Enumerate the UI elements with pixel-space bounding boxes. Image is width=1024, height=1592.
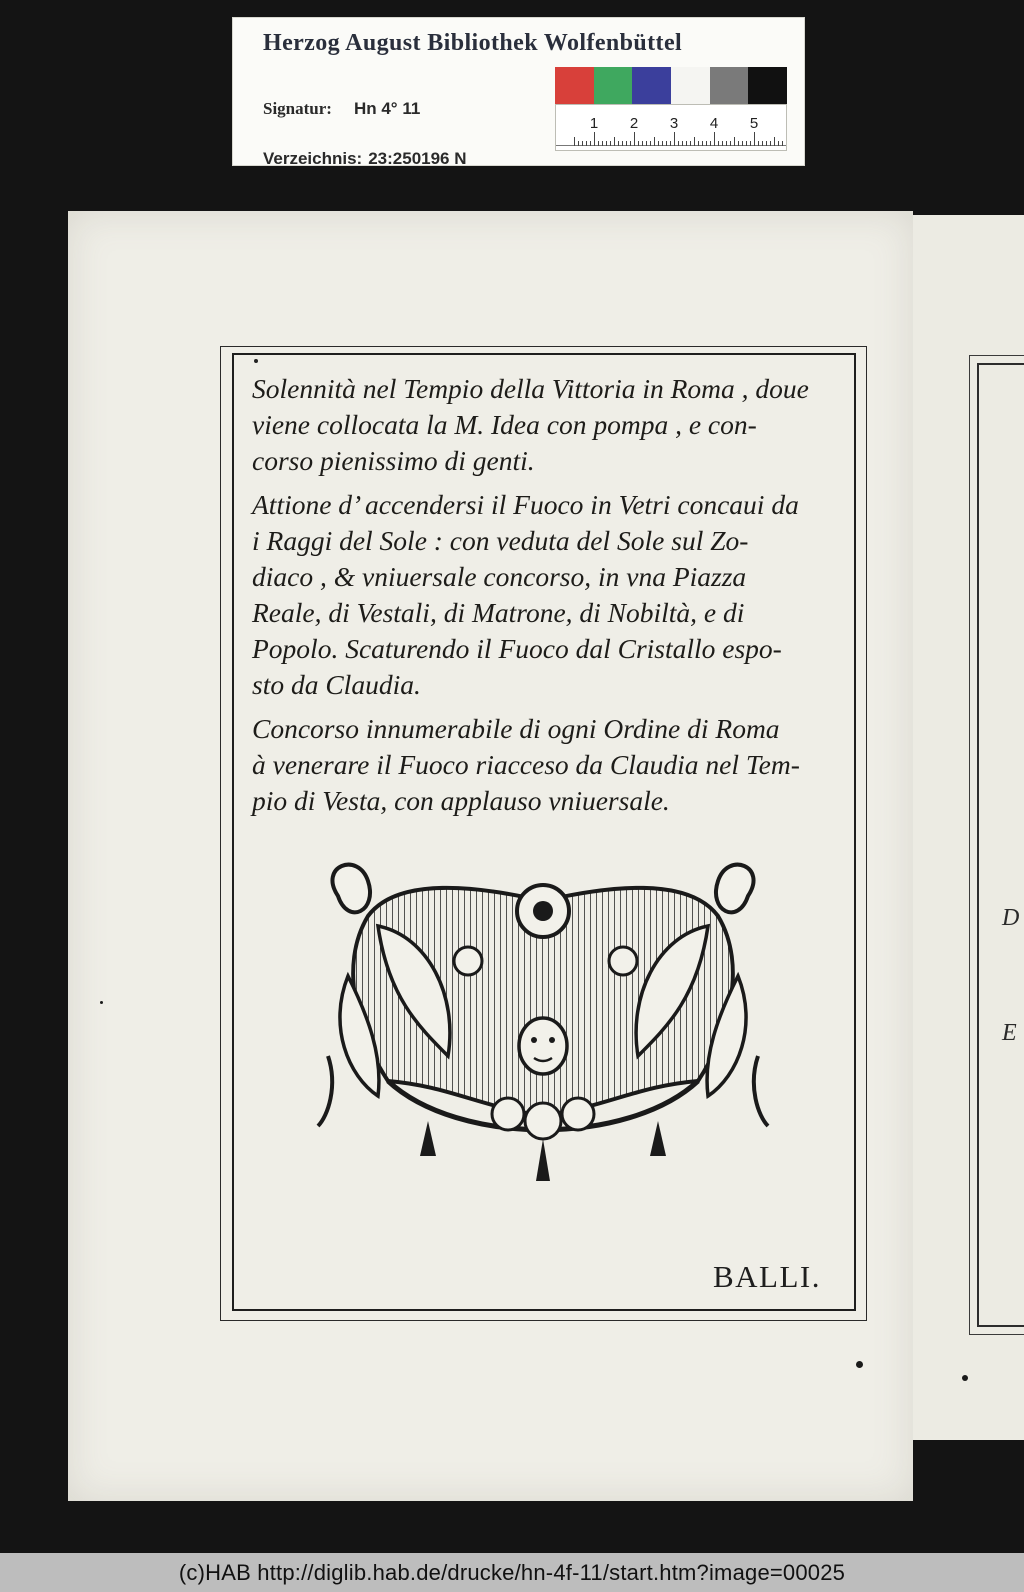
ruler-tick <box>662 141 663 146</box>
ruler-tick <box>654 137 655 146</box>
ruler-number: 2 <box>629 115 639 132</box>
ink-speck <box>856 1361 863 1368</box>
ruler-tick <box>718 141 719 146</box>
verzeichnis-row <box>263 149 467 169</box>
ruler-tick <box>666 141 667 146</box>
signatur-key: Signatur: <box>263 99 332 118</box>
paragraph-2 <box>252 487 838 703</box>
ruler-number: 1 <box>589 115 599 132</box>
ruler-tick <box>610 141 611 146</box>
adjacent-page-edge <box>905 215 1024 1440</box>
text-line: à venerare il Fuoco riacceso da Claudia nel Tem- <box>252 749 800 780</box>
color-patch-2 <box>594 67 633 104</box>
ruler-tick <box>730 141 731 146</box>
ruler-number: 3 <box>669 115 679 132</box>
ruler-tick <box>782 141 783 146</box>
text-line: diaco , & vniuersale concorso, in vna Piazza <box>252 561 747 592</box>
ruler-tick <box>574 137 575 146</box>
text-line: viene collocata la M. Idea con pompa , e con- <box>252 409 757 440</box>
color-patch-4 <box>671 67 710 104</box>
ruler-tick <box>754 132 755 146</box>
ruler-tick <box>686 141 687 146</box>
text-line: Concorso innumerabile di ogni Ordine di Roma <box>252 713 780 744</box>
copyright-text: (c)HAB http://diglib.hab.de/drucke/hn-4f-11/start.htm?image=00025 <box>178 1559 846 1585</box>
scale-ruler <box>555 104 787 151</box>
verzeichnis-key: Verzeichnis: <box>263 149 363 168</box>
catchword: BALLI. <box>712 1259 821 1294</box>
ruler-tick <box>750 141 751 146</box>
library-label-card <box>232 17 805 166</box>
color-patch-5 <box>710 67 749 104</box>
ruler-tick <box>630 141 631 146</box>
ruler-tick <box>714 132 715 146</box>
ruler-tick <box>670 141 671 146</box>
ruler-tick <box>678 141 679 146</box>
frame-dot <box>254 359 258 363</box>
ruler-tick <box>622 141 623 146</box>
color-patch-6 <box>748 67 787 104</box>
ruler-tick <box>774 137 775 146</box>
signatur-row <box>263 99 420 119</box>
ruler-tick <box>742 141 743 146</box>
ruler-tick <box>642 141 643 146</box>
ruler-tick <box>626 141 627 146</box>
ruler-tick <box>690 141 691 146</box>
text-line: sto da Claudia. <box>252 669 421 700</box>
ruler-tick <box>738 141 739 146</box>
ruler-tick <box>758 141 759 146</box>
ruler-tick <box>646 141 647 146</box>
paragraph-1 <box>252 371 838 479</box>
ruler-tick <box>590 141 591 146</box>
ruler-tick <box>598 141 599 146</box>
ink-speck <box>962 1375 968 1381</box>
ruler-tick <box>682 141 683 146</box>
page-text <box>252 371 838 827</box>
ink-speck <box>100 1001 103 1004</box>
ruler-tick <box>766 141 767 146</box>
ruler-tick <box>694 137 695 146</box>
color-calibration-strip <box>555 67 787 104</box>
ruler-number: 5 <box>749 115 759 132</box>
ruler-tick <box>606 141 607 146</box>
ruler-tick <box>638 141 639 146</box>
ruler-tick <box>618 141 619 146</box>
ruler-tick <box>706 141 707 146</box>
ruler-tick <box>710 141 711 146</box>
ruler-tick <box>586 141 587 146</box>
ruler-tick <box>734 137 735 146</box>
book-page <box>68 211 913 1501</box>
ruler-tick <box>578 141 579 146</box>
text-line: Solennità nel Tempio della Vittoria in Roma , doue <box>252 373 809 404</box>
verzeichnis-value: 23:250196 N <box>368 149 467 168</box>
color-patch-3 <box>632 67 671 104</box>
adjacent-letter-d: D <box>1002 905 1020 931</box>
signatur-value: Hn 4° 11 <box>353 99 421 118</box>
text-line: Popolo. Scaturendo il Fuoco dal Cristallo espo- <box>252 633 782 664</box>
ruler-tick <box>722 141 723 146</box>
adjacent-letter-e: E <box>1002 1020 1017 1046</box>
ruler-tick <box>634 132 635 146</box>
ruler-tick <box>698 141 699 146</box>
ruler-tick <box>658 141 659 146</box>
ruler-tick <box>746 141 747 146</box>
paragraph-3 <box>252 711 838 819</box>
ruler-tick <box>762 141 763 146</box>
ruler-tick <box>650 141 651 146</box>
ruler-tick <box>770 141 771 146</box>
copyright-footer <box>0 1553 1024 1592</box>
ruler-tick <box>702 141 703 146</box>
adjacent-frame-inner <box>977 363 1024 1327</box>
ruler-tick <box>778 141 779 146</box>
engraved-ornament-image <box>308 856 778 1196</box>
text-line: i Raggi del Sole : con veduta del Sole sul Zo- <box>252 525 749 556</box>
text-line: Attione d’ accendersi il Fuoco in Vetri concaui da <box>252 489 799 520</box>
ruler-tick <box>674 132 675 146</box>
ruler-tick <box>614 137 615 146</box>
color-patch-1 <box>555 67 594 104</box>
ruler-tick <box>582 141 583 146</box>
ruler-tick <box>602 141 603 146</box>
ruler-tick <box>594 132 595 146</box>
ruler-number: 4 <box>709 115 719 132</box>
ruler-tick <box>726 141 727 146</box>
library-name: Herzog August Bibliothek Wolfenbüttel <box>263 30 683 56</box>
text-line: corso pienissimo di genti. <box>252 445 535 476</box>
text-line: Reale, di Vestali, di Matrone, di Nobiltà, e di <box>252 597 745 628</box>
text-line: pio di Vesta, con applauso vniuersale. <box>252 785 670 816</box>
